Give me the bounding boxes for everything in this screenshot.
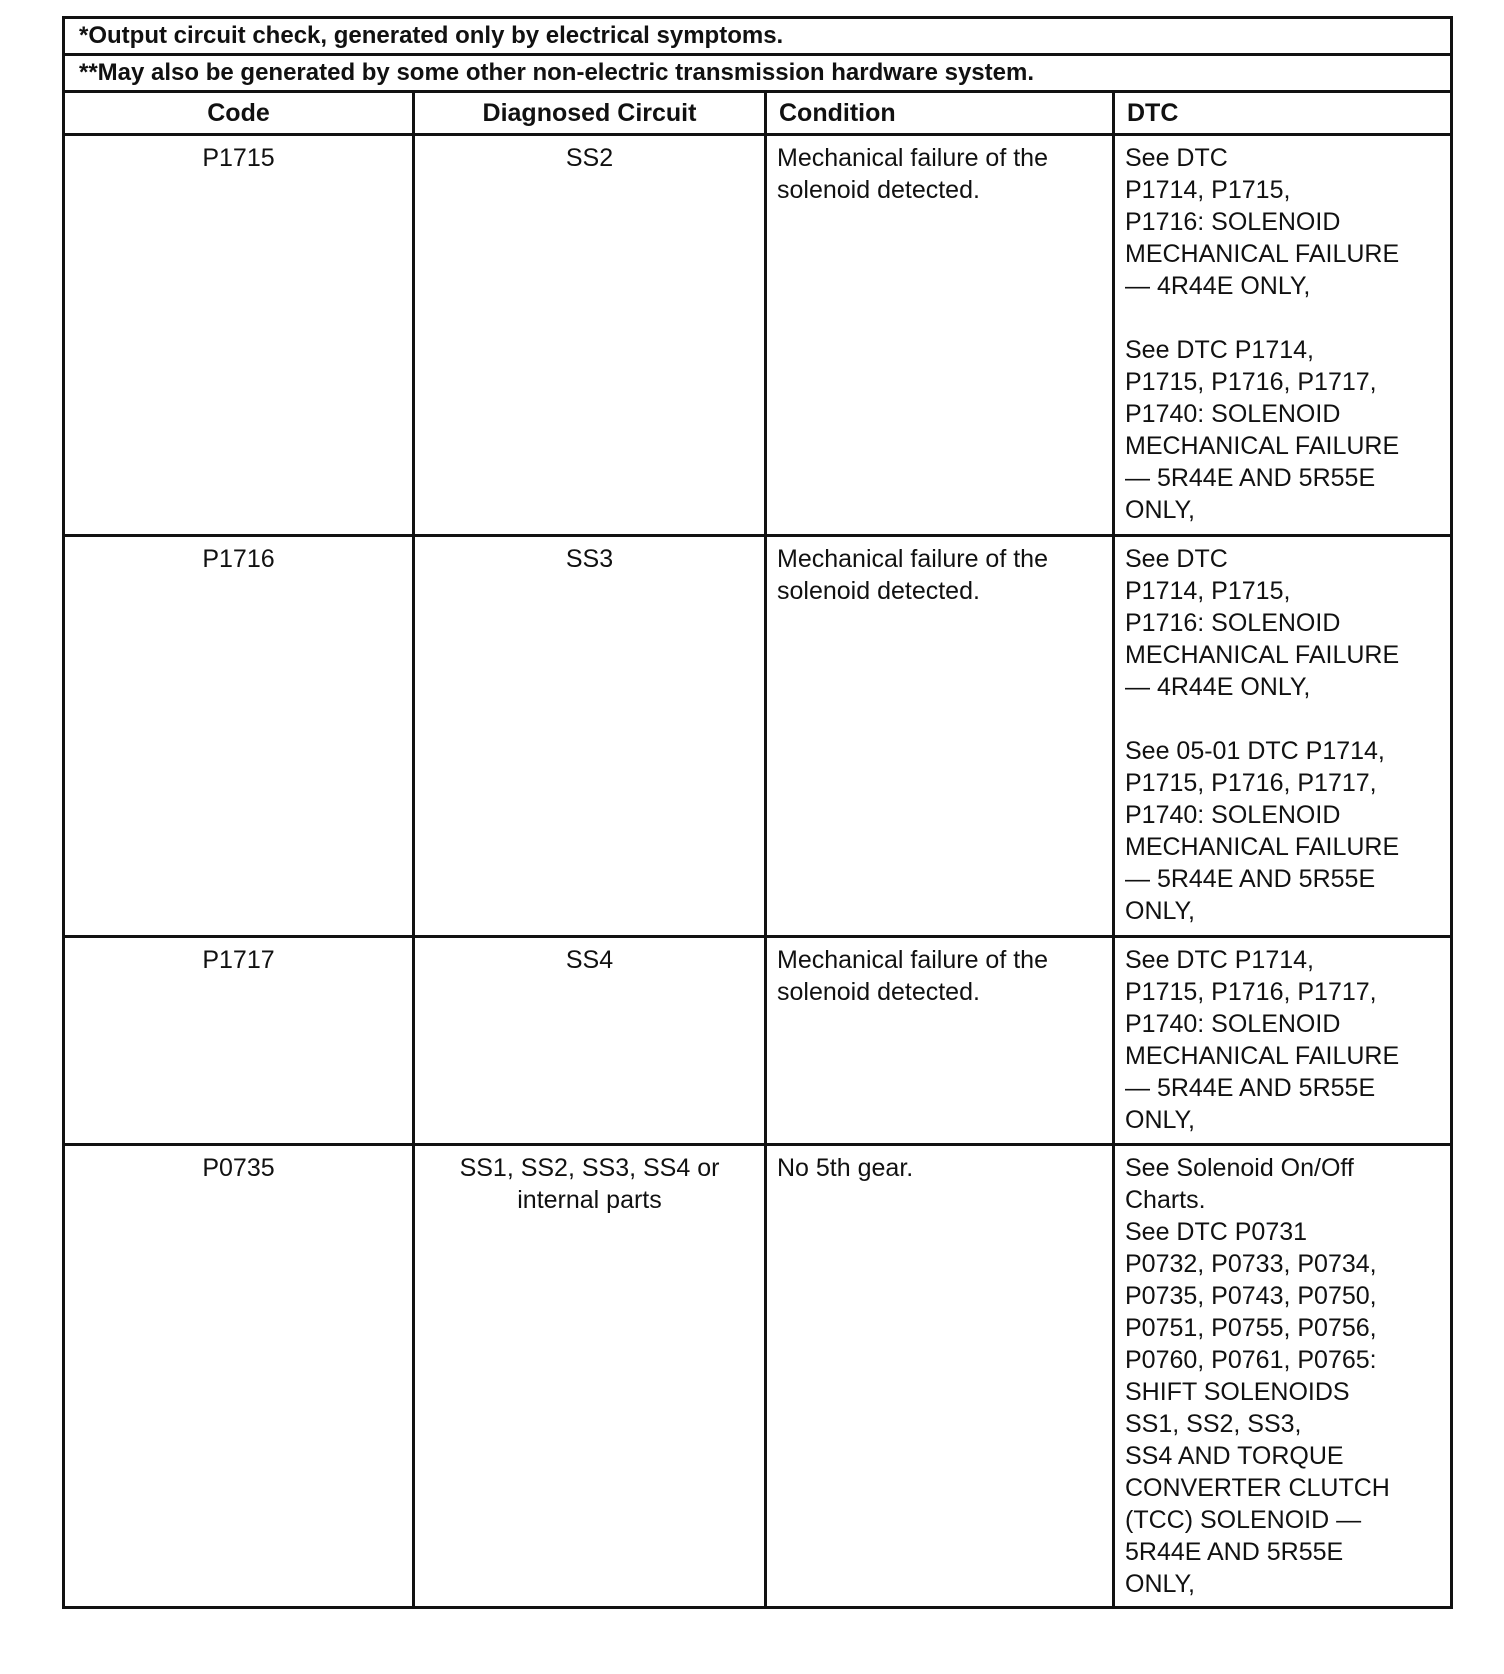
dtc-line: ONLY, bbox=[1125, 1570, 1195, 1598]
dtc-line: P1715, P1716, P1717, bbox=[1125, 978, 1377, 1006]
dtc-line: ONLY, bbox=[1125, 496, 1195, 524]
dtc-line: ONLY, bbox=[1125, 1106, 1195, 1134]
cell-code: P1715 bbox=[64, 135, 414, 536]
header-diagnosed-circuit: Diagnosed Circuit bbox=[414, 92, 766, 135]
cell-condition bbox=[766, 937, 1114, 1145]
header-row bbox=[64, 92, 1452, 135]
condition-line: Mechanical failure of the bbox=[777, 144, 1048, 172]
dtc-line: MECHANICAL FAILURE bbox=[1125, 641, 1400, 669]
dtc-line: — 5R44E AND 5R55E bbox=[1125, 865, 1376, 893]
dtc-line: MECHANICAL FAILURE bbox=[1125, 240, 1400, 268]
circuit-line: SS1, SS2, SS3, SS4 or bbox=[459, 1154, 720, 1182]
dtc-block bbox=[1125, 944, 1440, 1136]
cell-condition bbox=[766, 135, 1114, 536]
note-row-1 bbox=[64, 18, 1452, 55]
dtc-line: P1715, P1716, P1717, bbox=[1125, 769, 1377, 797]
dtc-line: P1714, P1715, bbox=[1125, 176, 1291, 204]
condition-line: Mechanical failure of the bbox=[777, 946, 1048, 974]
note-non-electric: **May also be generated by some other non-electric transmission hardware system. bbox=[64, 55, 1452, 92]
condition-line: solenoid detected. bbox=[777, 176, 980, 204]
dtc-line: SS4 AND TORQUE bbox=[1125, 1442, 1344, 1470]
dtc-line: — 4R44E ONLY, bbox=[1125, 673, 1311, 701]
dtc-line: See Solenoid On/Off bbox=[1125, 1154, 1354, 1182]
dtc-line: MECHANICAL FAILURE bbox=[1125, 1042, 1400, 1070]
header-condition: Condition bbox=[766, 92, 1114, 135]
dtc-line: P1716: SOLENOID bbox=[1125, 208, 1341, 236]
dtc-block bbox=[1125, 334, 1440, 526]
table-row bbox=[64, 937, 1452, 1145]
dtc-line: P1740: SOLENOID bbox=[1125, 801, 1341, 829]
dtc-line: See DTC bbox=[1125, 144, 1228, 172]
condition-line: solenoid detected. bbox=[777, 577, 980, 605]
cell-dtc bbox=[1114, 1145, 1452, 1608]
dtc-line: SS1, SS2, SS3, bbox=[1125, 1410, 1302, 1438]
cell-condition bbox=[766, 1145, 1114, 1608]
circuit-line: internal parts bbox=[517, 1186, 662, 1214]
table-row bbox=[64, 135, 1452, 536]
dtc-line: P0735, P0743, P0750, bbox=[1125, 1282, 1377, 1310]
dtc-line: Charts. bbox=[1125, 1186, 1206, 1214]
dtc-block bbox=[1125, 1152, 1440, 1600]
dtc-line: ONLY, bbox=[1125, 897, 1195, 925]
cell-code: P1716 bbox=[64, 536, 414, 937]
cell-condition bbox=[766, 536, 1114, 937]
dtc-line: P1714, P1715, bbox=[1125, 577, 1291, 605]
dtc-line: (TCC) SOLENOID — bbox=[1125, 1506, 1362, 1534]
note-row-2 bbox=[64, 55, 1452, 92]
dtc-line: SHIFT SOLENOIDS bbox=[1125, 1378, 1350, 1406]
condition-line: Mechanical failure of the bbox=[777, 545, 1048, 573]
dtc-line: See DTC P1714, bbox=[1125, 946, 1314, 974]
dtc-line: 5R44E AND 5R55E bbox=[1125, 1538, 1344, 1566]
table-row bbox=[64, 1145, 1452, 1608]
dtc-line: MECHANICAL FAILURE bbox=[1125, 833, 1400, 861]
dtc-line: P0760, P0761, P0765: bbox=[1125, 1346, 1377, 1374]
dtc-line: — 4R44E ONLY, bbox=[1125, 272, 1311, 300]
diagnostic-table-sheet bbox=[62, 16, 1450, 1609]
dtc-line: — 5R44E AND 5R55E bbox=[1125, 464, 1376, 492]
dtc-line: CONVERTER CLUTCH bbox=[1125, 1474, 1390, 1502]
dtc-line: P0732, P0733, P0734, bbox=[1125, 1250, 1377, 1278]
cell-code: P1717 bbox=[64, 937, 414, 1145]
note-output-circuit: *Output circuit check, generated only by electrical symptoms. bbox=[64, 18, 1452, 55]
cell-circuit: SS3 bbox=[414, 536, 766, 937]
dtc-line: See DTC bbox=[1125, 545, 1228, 573]
dtc-line: P1715, P1716, P1717, bbox=[1125, 368, 1377, 396]
table-row bbox=[64, 536, 1452, 937]
condition-line: No 5th gear. bbox=[777, 1154, 914, 1182]
cell-code: P0735 bbox=[64, 1145, 414, 1608]
dtc-line: See DTC P1714, bbox=[1125, 336, 1314, 364]
dtc-line: See 05-01 DTC P1714, bbox=[1125, 737, 1385, 765]
condition-line: solenoid detected. bbox=[777, 978, 980, 1006]
dtc-line: See DTC P0731 bbox=[1125, 1218, 1308, 1246]
dtc-line: MECHANICAL FAILURE bbox=[1125, 432, 1400, 460]
dtc-block bbox=[1125, 543, 1440, 703]
cell-dtc bbox=[1114, 937, 1452, 1145]
cell-circuit: SS4 bbox=[414, 937, 766, 1145]
cell-dtc bbox=[1114, 536, 1452, 937]
cell-dtc bbox=[1114, 135, 1452, 536]
dtc-line: — 5R44E AND 5R55E bbox=[1125, 1074, 1376, 1102]
dtc-table bbox=[62, 16, 1453, 1609]
cell-circuit bbox=[414, 1145, 766, 1608]
dtc-block bbox=[1125, 735, 1440, 927]
dtc-line: P1716: SOLENOID bbox=[1125, 609, 1341, 637]
cell-circuit: SS2 bbox=[414, 135, 766, 536]
dtc-line: P1740: SOLENOID bbox=[1125, 1010, 1341, 1038]
header-code: Code bbox=[64, 92, 414, 135]
dtc-block bbox=[1125, 142, 1440, 302]
dtc-line: P1740: SOLENOID bbox=[1125, 400, 1341, 428]
header-dtc: DTC bbox=[1114, 92, 1452, 135]
dtc-line: P0751, P0755, P0756, bbox=[1125, 1314, 1377, 1342]
